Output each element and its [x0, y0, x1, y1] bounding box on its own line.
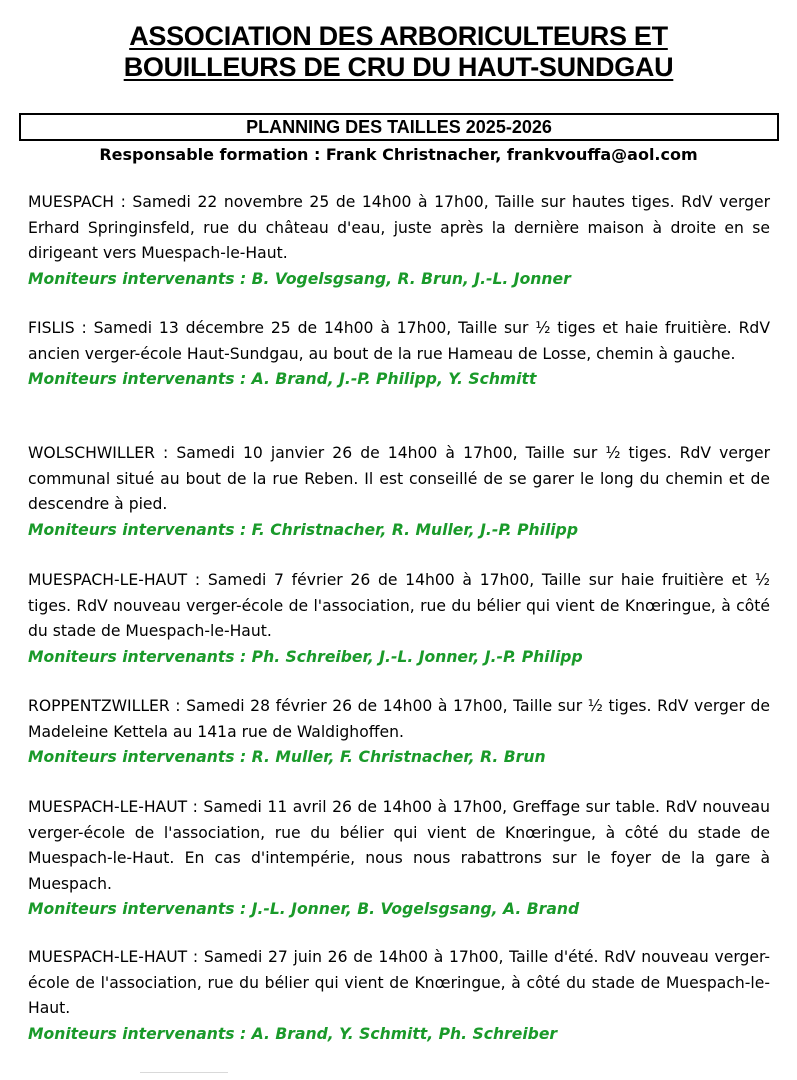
session-moniteurs: Moniteurs intervenants : B. Vogelsgsang, R. Brun, J.-L. Jonner: [28, 269, 571, 288]
session-description: MUESPACH-LE-HAUT : Samedi 27 juin 26 de 14h00 à 17h00, Taille d'été. RdV nouveau verger-école de l'association, rue du bélier qui vient de Knœringue, à côté du stade de Muespach-le-Haut.: [28, 948, 770, 1017]
session-description: MUESPACH-LE-HAUT : Samedi 11 avril 26 de 14h00 à 17h00, Greffage sur table. RdV nouveau verger-école de l'association, rue du bélier qui vient de Knœringue, à côté du stade de Muespach-le-Haut. En cas d'intempérie, nous nous rabattrons sur le foyer de la gare à Muespach.: [28, 798, 770, 893]
session-moniteurs: Moniteurs intervenants : A. Brand, Y. Schmitt, Ph. Schreiber: [28, 1024, 558, 1043]
session-wolschwiller: [28, 441, 770, 543]
session-moniteurs: Moniteurs intervenants : Ph. Schreiber, J.-L. Jonner, J.-P. Philipp: [28, 647, 583, 666]
session-description: MUESPACH : Samedi 22 novembre 25 de 14h00 à 17h00, Taille sur hautes tiges. RdV verger Erhard Springinsfeld, rue du château d'eau, juste après la dernière maison à droite en se dirigeant vers Muespach-le-Haut.: [28, 193, 770, 262]
session-description: WOLSCHWILLER : Samedi 10 janvier 26 de 14h00 à 17h00, Taille sur ½ tiges. RdV verger communal situé au bout de la rue Reben. Il est conseillé de se garer le long du chemin et de descendre à pied.: [28, 444, 770, 513]
session-description: ROPPENTZWILLER : Samedi 28 février 26 de 14h00 à 17h00, Taille sur ½ tiges. RdV verger de Madeleine Kettela au 141a rue de Waldighoffen.: [28, 697, 770, 741]
session-description: FISLIS : Samedi 13 décembre 25 de 14h00 à 17h00, Taille sur ½ tiges et haie fruitière. RdV ancien verger-école Haut-Sundgau, au bout de la rue Hameau de Losse, chemin à gauche.: [28, 319, 770, 363]
association-title-line-2: BOUILLEURS DE CRU DU HAUT-SUNDGAU: [123, 52, 674, 82]
session-roppentzwiller: [28, 694, 770, 771]
session-muespach-novembre: [28, 190, 770, 292]
association-title-line-1: ASSOCIATION DES ARBORICULTEURS ET: [129, 21, 668, 51]
session-muespach-le-haut-fevrier: [28, 568, 770, 670]
session-fislis: [28, 316, 770, 393]
footer-divider: [140, 1072, 228, 1073]
session-description: MUESPACH-LE-HAUT : Samedi 7 février 26 de 14h00 à 17h00, Taille sur haie fruitière et ½ tiges. RdV nouveau verger-école de l'association, rue du bélier qui vient de Knœringue, à côté du stade de Muespach-le-Haut.: [28, 571, 770, 640]
session-moniteurs: Moniteurs intervenants : R. Muller, F. Christnacher, R. Brun: [28, 748, 546, 766]
session-moniteurs: Moniteurs intervenants : F. Christnacher, R. Muller, J.-P. Philipp: [28, 520, 578, 539]
planning-title-box: PLANNING DES TAILLES 2025-2026: [19, 113, 779, 141]
session-muespach-le-haut-juin: [28, 945, 770, 1047]
responsable-formation: Responsable formation : Frank Christnacher, frankvouffa@aol.com: [99, 145, 698, 164]
session-muespach-le-haut-avril: [28, 795, 770, 923]
session-moniteurs: Moniteurs intervenants : J.-L. Jonner, B. Vogelsgsang, A. Brand: [28, 900, 580, 918]
session-moniteurs: Moniteurs intervenants : A. Brand, J.-P. Philipp, Y. Schmitt: [28, 370, 537, 388]
